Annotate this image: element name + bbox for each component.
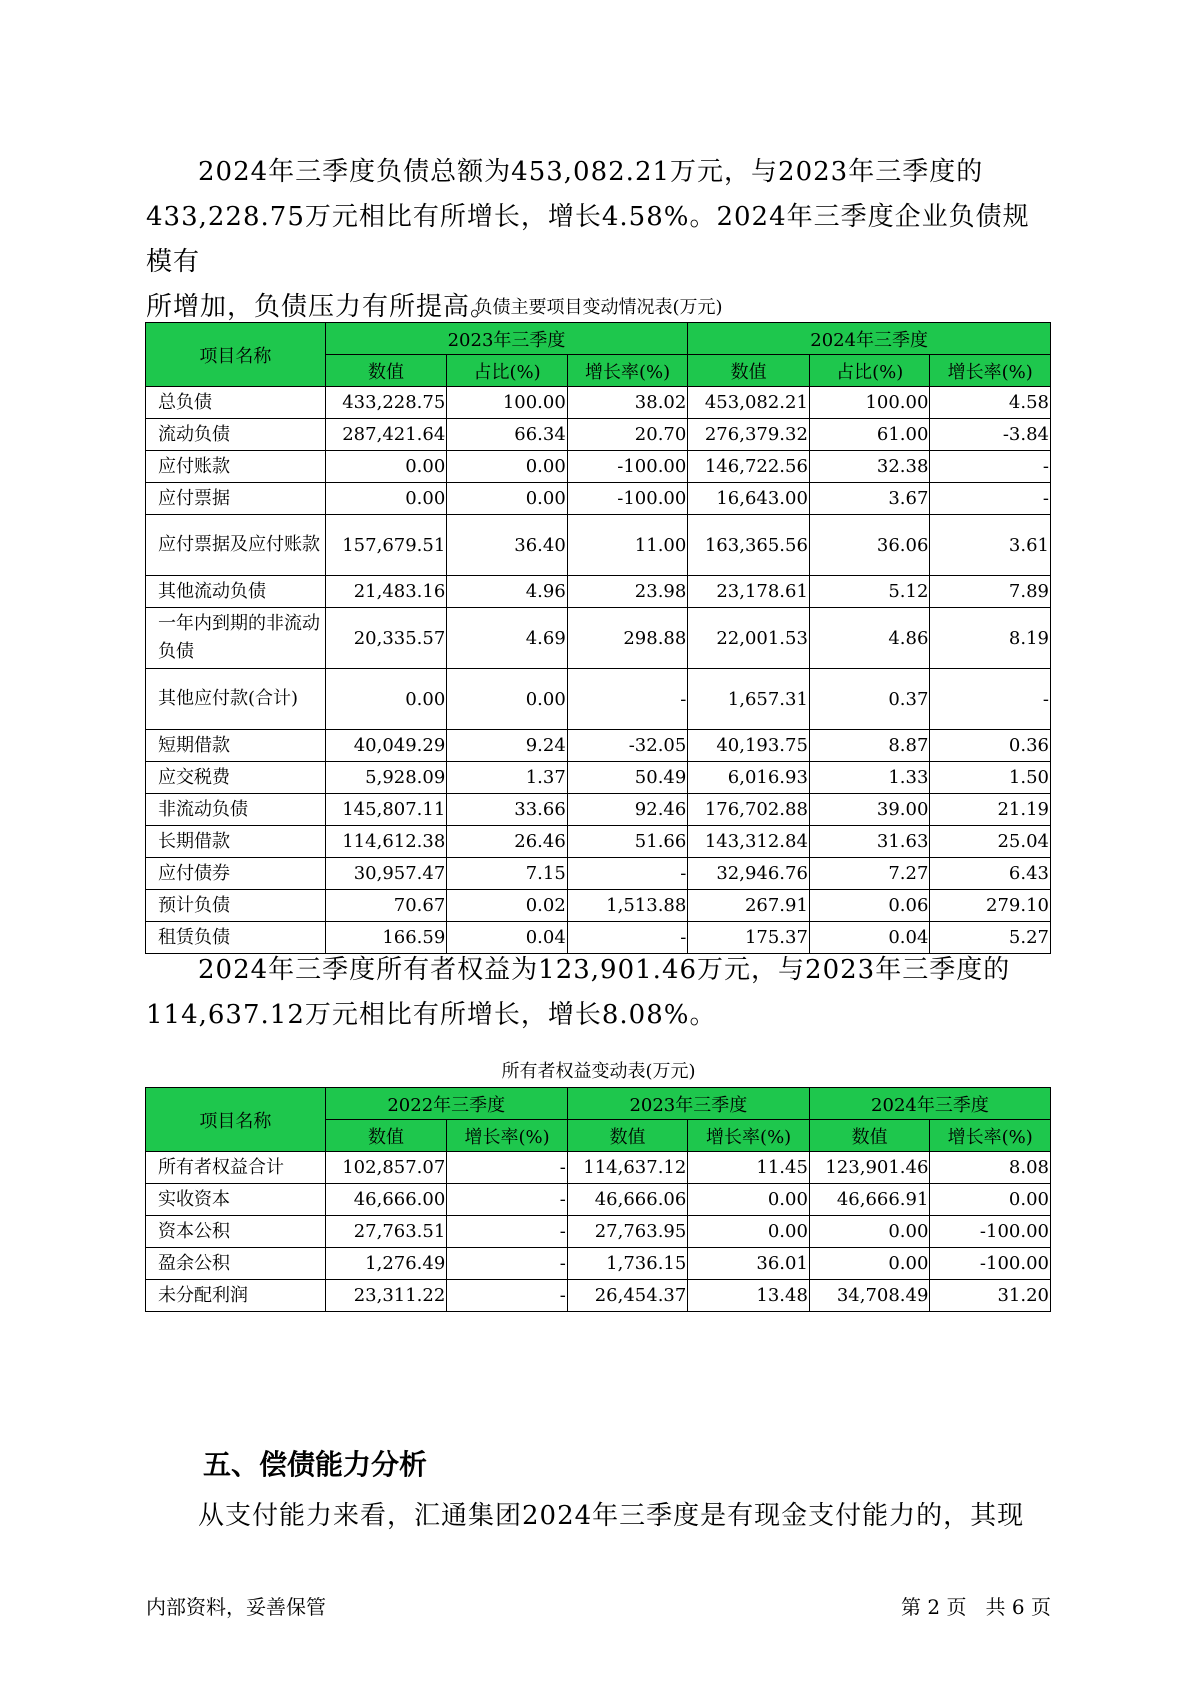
cell-a-share: 33.66 <box>447 794 568 826</box>
cell-b-growth: 0.00 <box>688 1184 810 1216</box>
header-item-name: 项目名称 <box>146 323 326 387</box>
cell-b-share: 0.06 <box>809 890 930 922</box>
header-share: 占比(%) <box>447 355 568 387</box>
cell-c-growth: 0.00 <box>930 1184 1051 1216</box>
row-item-name: 预计负债 <box>146 890 326 922</box>
cell-b-val: 46,666.06 <box>567 1184 688 1216</box>
paragraph-line: 从支付能力来看，汇通集团2024年三季度是有现金支付能力的，其现 <box>198 1501 1025 1531</box>
liabilities-table-caption: 负债主要项目变动情况表(万元) <box>474 297 723 318</box>
cell-a-growth: - <box>567 669 688 730</box>
table-row <box>146 1184 1051 1216</box>
cell-a-growth: - <box>447 1216 568 1248</box>
table-row <box>146 762 1051 794</box>
table-row <box>146 576 1051 608</box>
paragraph-line: 2024年三季度所有者权益为123,901.46万元，与2023年三季度的 <box>198 955 1011 985</box>
cell-c-growth: -100.00 <box>930 1248 1051 1280</box>
cell-c-val: 0.00 <box>809 1248 930 1280</box>
cell-b-growth: 11.45 <box>688 1152 810 1184</box>
cell-a-share: 9.24 <box>447 730 568 762</box>
cell-b-val: 114,637.12 <box>567 1152 688 1184</box>
header-growth: 增长率(%) <box>930 355 1051 387</box>
cell-a-growth: -32.05 <box>567 730 688 762</box>
footer-confidential-note: 内部资料，妥善保管 <box>146 1595 326 1619</box>
cell-a-share: 4.69 <box>447 608 568 669</box>
cell-a-growth: -100.00 <box>567 451 688 483</box>
cell-b-growth: 0.36 <box>930 730 1051 762</box>
cell-a-growth: -100.00 <box>567 483 688 515</box>
header-growth: 增长率(%) <box>688 1120 810 1152</box>
cell-b-growth: - <box>930 483 1051 515</box>
cell-b-val: 267.91 <box>688 890 810 922</box>
cell-a-val: 287,421.64 <box>325 419 447 451</box>
table-row <box>146 669 1051 730</box>
row-item-name: 流动负债 <box>146 419 326 451</box>
cell-b-share: 100.00 <box>809 387 930 419</box>
row-item-name: 应交税费 <box>146 762 326 794</box>
cell-b-val: 23,178.61 <box>688 576 810 608</box>
header-growth: 增长率(%) <box>930 1120 1051 1152</box>
cell-a-val: 114,612.38 <box>325 826 447 858</box>
cell-a-val: 70.67 <box>325 890 447 922</box>
cell-a-val: 0.00 <box>325 451 447 483</box>
cell-a-share: 0.00 <box>447 451 568 483</box>
cell-c-val: 34,708.49 <box>809 1280 930 1312</box>
cell-a-val: 21,483.16 <box>325 576 447 608</box>
cell-b-growth: -3.84 <box>930 419 1051 451</box>
table-row <box>146 387 1051 419</box>
cell-b-share: 1.33 <box>809 762 930 794</box>
cell-b-share: 36.06 <box>809 515 930 576</box>
cell-a-growth: 298.88 <box>567 608 688 669</box>
cell-a-share: 0.04 <box>447 922 568 954</box>
cell-b-share: 0.37 <box>809 669 930 730</box>
cell-a-growth: - <box>447 1248 568 1280</box>
header-period-2023: 2023年三季度 <box>567 1088 809 1120</box>
cell-a-growth: 20.70 <box>567 419 688 451</box>
cell-b-share: 5.12 <box>809 576 930 608</box>
cell-b-growth: 13.48 <box>688 1280 810 1312</box>
cell-a-growth: - <box>447 1184 568 1216</box>
row-item-name: 租赁负债 <box>146 922 326 954</box>
cell-a-growth: 50.49 <box>567 762 688 794</box>
header-value: 数值 <box>567 1120 688 1152</box>
cell-a-growth: - <box>447 1152 568 1184</box>
table-row <box>146 826 1051 858</box>
header-growth: 增长率(%) <box>447 1120 568 1152</box>
cell-a-val: 0.00 <box>325 483 447 515</box>
cell-b-growth: 5.27 <box>930 922 1051 954</box>
paragraph-line: 所增加，负债压力有所提高。 <box>146 292 498 322</box>
row-item-name: 总负债 <box>146 387 326 419</box>
cell-a-share: 1.37 <box>447 762 568 794</box>
cell-b-val: 16,643.00 <box>688 483 810 515</box>
cell-a-val: 1,276.49 <box>325 1248 447 1280</box>
cell-a-share: 0.00 <box>447 483 568 515</box>
footer-page-number: 第 2 页 共 6 页 <box>901 1595 1051 1619</box>
cell-b-val: 1,736.15 <box>567 1248 688 1280</box>
cell-b-share: 7.27 <box>809 858 930 890</box>
cell-b-share: 39.00 <box>809 794 930 826</box>
row-item-name: 资本公积 <box>146 1216 326 1248</box>
cell-a-val: 46,666.00 <box>325 1184 447 1216</box>
cell-b-val: 143,312.84 <box>688 826 810 858</box>
row-item-name: 长期借款 <box>146 826 326 858</box>
cell-b-growth: 21.19 <box>930 794 1051 826</box>
cell-a-val: 433,228.75 <box>325 387 447 419</box>
table-row <box>146 1248 1051 1280</box>
cell-a-share: 0.00 <box>447 669 568 730</box>
cell-b-growth: 1.50 <box>930 762 1051 794</box>
cell-a-share: 26.46 <box>447 826 568 858</box>
row-item-name: 应付债券 <box>146 858 326 890</box>
cell-b-growth: 4.58 <box>930 387 1051 419</box>
cell-a-share: 4.96 <box>447 576 568 608</box>
header-period-2022: 2022年三季度 <box>325 1088 567 1120</box>
cell-b-growth: 36.01 <box>688 1248 810 1280</box>
solvency-paragraph <box>146 1494 1051 1539</box>
cell-b-share: 8.87 <box>809 730 930 762</box>
equity-table-caption: 所有者权益变动表(万元) <box>501 1061 696 1082</box>
row-item-name: 短期借款 <box>146 730 326 762</box>
row-item-name: 其他流动负债 <box>146 576 326 608</box>
cell-a-val: 40,049.29 <box>325 730 447 762</box>
row-item-name: 应付票据 <box>146 483 326 515</box>
header-period-2024: 2024年三季度 <box>688 323 1051 355</box>
cell-a-val: 30,957.47 <box>325 858 447 890</box>
cell-b-growth: 3.61 <box>930 515 1051 576</box>
header-period-2023: 2023年三季度 <box>325 323 688 355</box>
cell-a-growth: 1,513.88 <box>567 890 688 922</box>
cell-b-val: 40,193.75 <box>688 730 810 762</box>
table-row <box>146 515 1051 576</box>
table-row <box>146 730 1051 762</box>
cell-b-growth: - <box>930 451 1051 483</box>
cell-c-val: 0.00 <box>809 1216 930 1248</box>
cell-a-growth: 51.66 <box>567 826 688 858</box>
cell-c-growth: -100.00 <box>930 1216 1051 1248</box>
cell-c-growth: 8.08 <box>930 1152 1051 1184</box>
table-row <box>146 483 1051 515</box>
cell-b-val: 176,702.88 <box>688 794 810 826</box>
paragraph-line: 2024年三季度负债总额为453,082.21万元，与2023年三季度的 <box>198 157 984 187</box>
cell-b-val: 146,722.56 <box>688 451 810 483</box>
cell-b-val: 27,763.95 <box>567 1216 688 1248</box>
row-item-name: 应付票据及应付账款 <box>146 515 326 576</box>
cell-b-val: 1,657.31 <box>688 669 810 730</box>
cell-b-growth: 7.89 <box>930 576 1051 608</box>
cell-b-val: 22,001.53 <box>688 608 810 669</box>
cell-b-val: 32,946.76 <box>688 858 810 890</box>
cell-a-share: 7.15 <box>447 858 568 890</box>
cell-b-growth: 8.19 <box>930 608 1051 669</box>
cell-a-growth: 38.02 <box>567 387 688 419</box>
cell-a-val: 27,763.51 <box>325 1216 447 1248</box>
header-value: 数值 <box>809 1120 930 1152</box>
row-item-name: 实收资本 <box>146 1184 326 1216</box>
table-row <box>146 451 1051 483</box>
row-item-name: 非流动负债 <box>146 794 326 826</box>
cell-b-share: 4.86 <box>809 608 930 669</box>
cell-c-val: 46,666.91 <box>809 1184 930 1216</box>
equity-table <box>145 1087 1051 1312</box>
cell-a-val: 166.59 <box>325 922 447 954</box>
cell-b-share: 61.00 <box>809 419 930 451</box>
table-row <box>146 608 1051 669</box>
cell-b-growth: - <box>930 669 1051 730</box>
cell-b-share: 3.67 <box>809 483 930 515</box>
cell-a-growth: 11.00 <box>567 515 688 576</box>
cell-b-growth: 25.04 <box>930 826 1051 858</box>
cell-a-share: 66.34 <box>447 419 568 451</box>
cell-a-val: 5,928.09 <box>325 762 447 794</box>
paragraph-line: 433,228.75万元相比有所增长，增长4.58%。2024年三季度企业负债规模有 <box>146 202 1030 277</box>
paragraph-line: 114,637.12万元相比有所增长，增长8.08%。 <box>146 1000 717 1030</box>
cell-b-val: 6,016.93 <box>688 762 810 794</box>
table-row <box>146 1152 1051 1184</box>
table-row <box>146 858 1051 890</box>
row-item-name: 未分配利润 <box>146 1280 326 1312</box>
header-value: 数值 <box>325 355 447 387</box>
cell-a-val: 145,807.11 <box>325 794 447 826</box>
cell-a-growth: - <box>567 858 688 890</box>
table-row <box>146 1216 1051 1248</box>
cell-b-val: 163,365.56 <box>688 515 810 576</box>
cell-a-val: 157,679.51 <box>325 515 447 576</box>
cell-a-val: 23,311.22 <box>325 1280 447 1312</box>
cell-b-share: 31.63 <box>809 826 930 858</box>
table-row <box>146 1280 1051 1312</box>
equity-summary-paragraph <box>146 948 1051 1038</box>
cell-a-growth: 23.98 <box>567 576 688 608</box>
row-item-name: 其他应付款(合计) <box>146 669 326 730</box>
cell-b-growth: 279.10 <box>930 890 1051 922</box>
cell-a-growth: 92.46 <box>567 794 688 826</box>
cell-a-growth: - <box>567 922 688 954</box>
row-item-name: 应付账款 <box>146 451 326 483</box>
header-growth: 增长率(%) <box>567 355 688 387</box>
row-item-name: 所有者权益合计 <box>146 1152 326 1184</box>
cell-a-val: 20,335.57 <box>325 608 447 669</box>
cell-b-growth: 0.00 <box>688 1216 810 1248</box>
liabilities-table <box>145 322 1051 954</box>
section-heading: 五、偿债能力分析 <box>203 1448 428 1481</box>
row-item-name: 盈余公积 <box>146 1248 326 1280</box>
cell-b-val: 276,379.32 <box>688 419 810 451</box>
cell-b-growth: 6.43 <box>930 858 1051 890</box>
header-share: 占比(%) <box>809 355 930 387</box>
cell-a-val: 102,857.07 <box>325 1152 447 1184</box>
row-item-name: 一年内到期的非流动负债 <box>146 608 326 669</box>
cell-b-share: 32.38 <box>809 451 930 483</box>
header-value: 数值 <box>325 1120 447 1152</box>
cell-a-val: 0.00 <box>325 669 447 730</box>
header-period-2024: 2024年三季度 <box>809 1088 1050 1120</box>
table-row <box>146 794 1051 826</box>
cell-a-share: 100.00 <box>447 387 568 419</box>
table-row <box>146 890 1051 922</box>
header-item-name: 项目名称 <box>146 1088 326 1152</box>
cell-b-val: 26,454.37 <box>567 1280 688 1312</box>
cell-b-share: 0.04 <box>809 922 930 954</box>
header-value: 数值 <box>688 355 810 387</box>
cell-a-share: 36.40 <box>447 515 568 576</box>
cell-a-share: 0.02 <box>447 890 568 922</box>
cell-b-val: 453,082.21 <box>688 387 810 419</box>
table-row <box>146 419 1051 451</box>
cell-b-val: 175.37 <box>688 922 810 954</box>
cell-a-growth: - <box>447 1280 568 1312</box>
cell-c-growth: 31.20 <box>930 1280 1051 1312</box>
cell-c-val: 123,901.46 <box>809 1152 930 1184</box>
